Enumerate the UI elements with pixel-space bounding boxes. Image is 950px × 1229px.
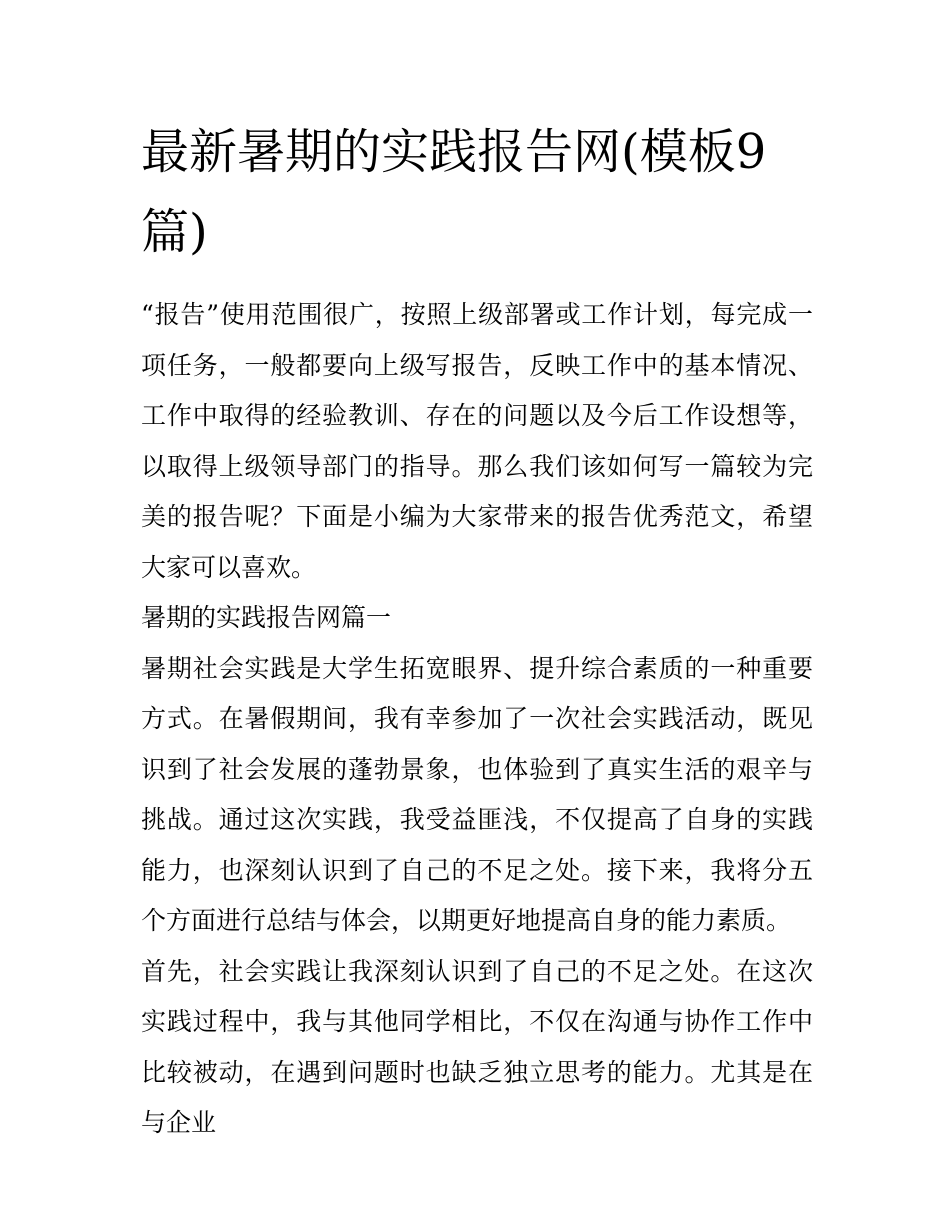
intro-paragraph: “报告”使用范围很广，按照上级部署或工作计划，每完成一项任务，一般都要向上级写报告，反映工作中的基本情况、工作中取得的经验教训、存在的问题以及今后工作设想等，以取得上级领导部门的指导。那么我们该如何写一篇较为完美的报告呢？下面是小编为大家带来的报告优秀范文，希望大家可以喜欢。 (141, 300, 813, 582)
document-body (141, 112, 813, 1149)
body-paragraph: 暑期社会实践是大学生拓宽眼界、提升综合素质的一种重要方式。在暑假期间，我有幸参加了一次社会实践活动，既见识到了社会发展的蓬勃景象，也体验到了真实生活的艰辛与挑战。通过这次实践，我受益匪浅，不仅提高了自身的实践能力，也深刻认识到了自己的不足之处。接下来，我将分五个方面进行总结与体会，以期更好地提高自身的能力素质。 (141, 653, 813, 935)
section-heading: 暑期的实践报告网篇一 (141, 603, 392, 632)
body-paragraph: 首先，社会实践让我深刻认识到了自己的不足之处。在这次实践过程中，我与其他同学相比，不仅在沟通与协作工作中比较被动，在遇到问题时也缺乏独立思考的能力。尤其是在与企业 (141, 956, 813, 1137)
document-title: 最新暑期的实践报告网(模板9篇) (141, 124, 767, 260)
